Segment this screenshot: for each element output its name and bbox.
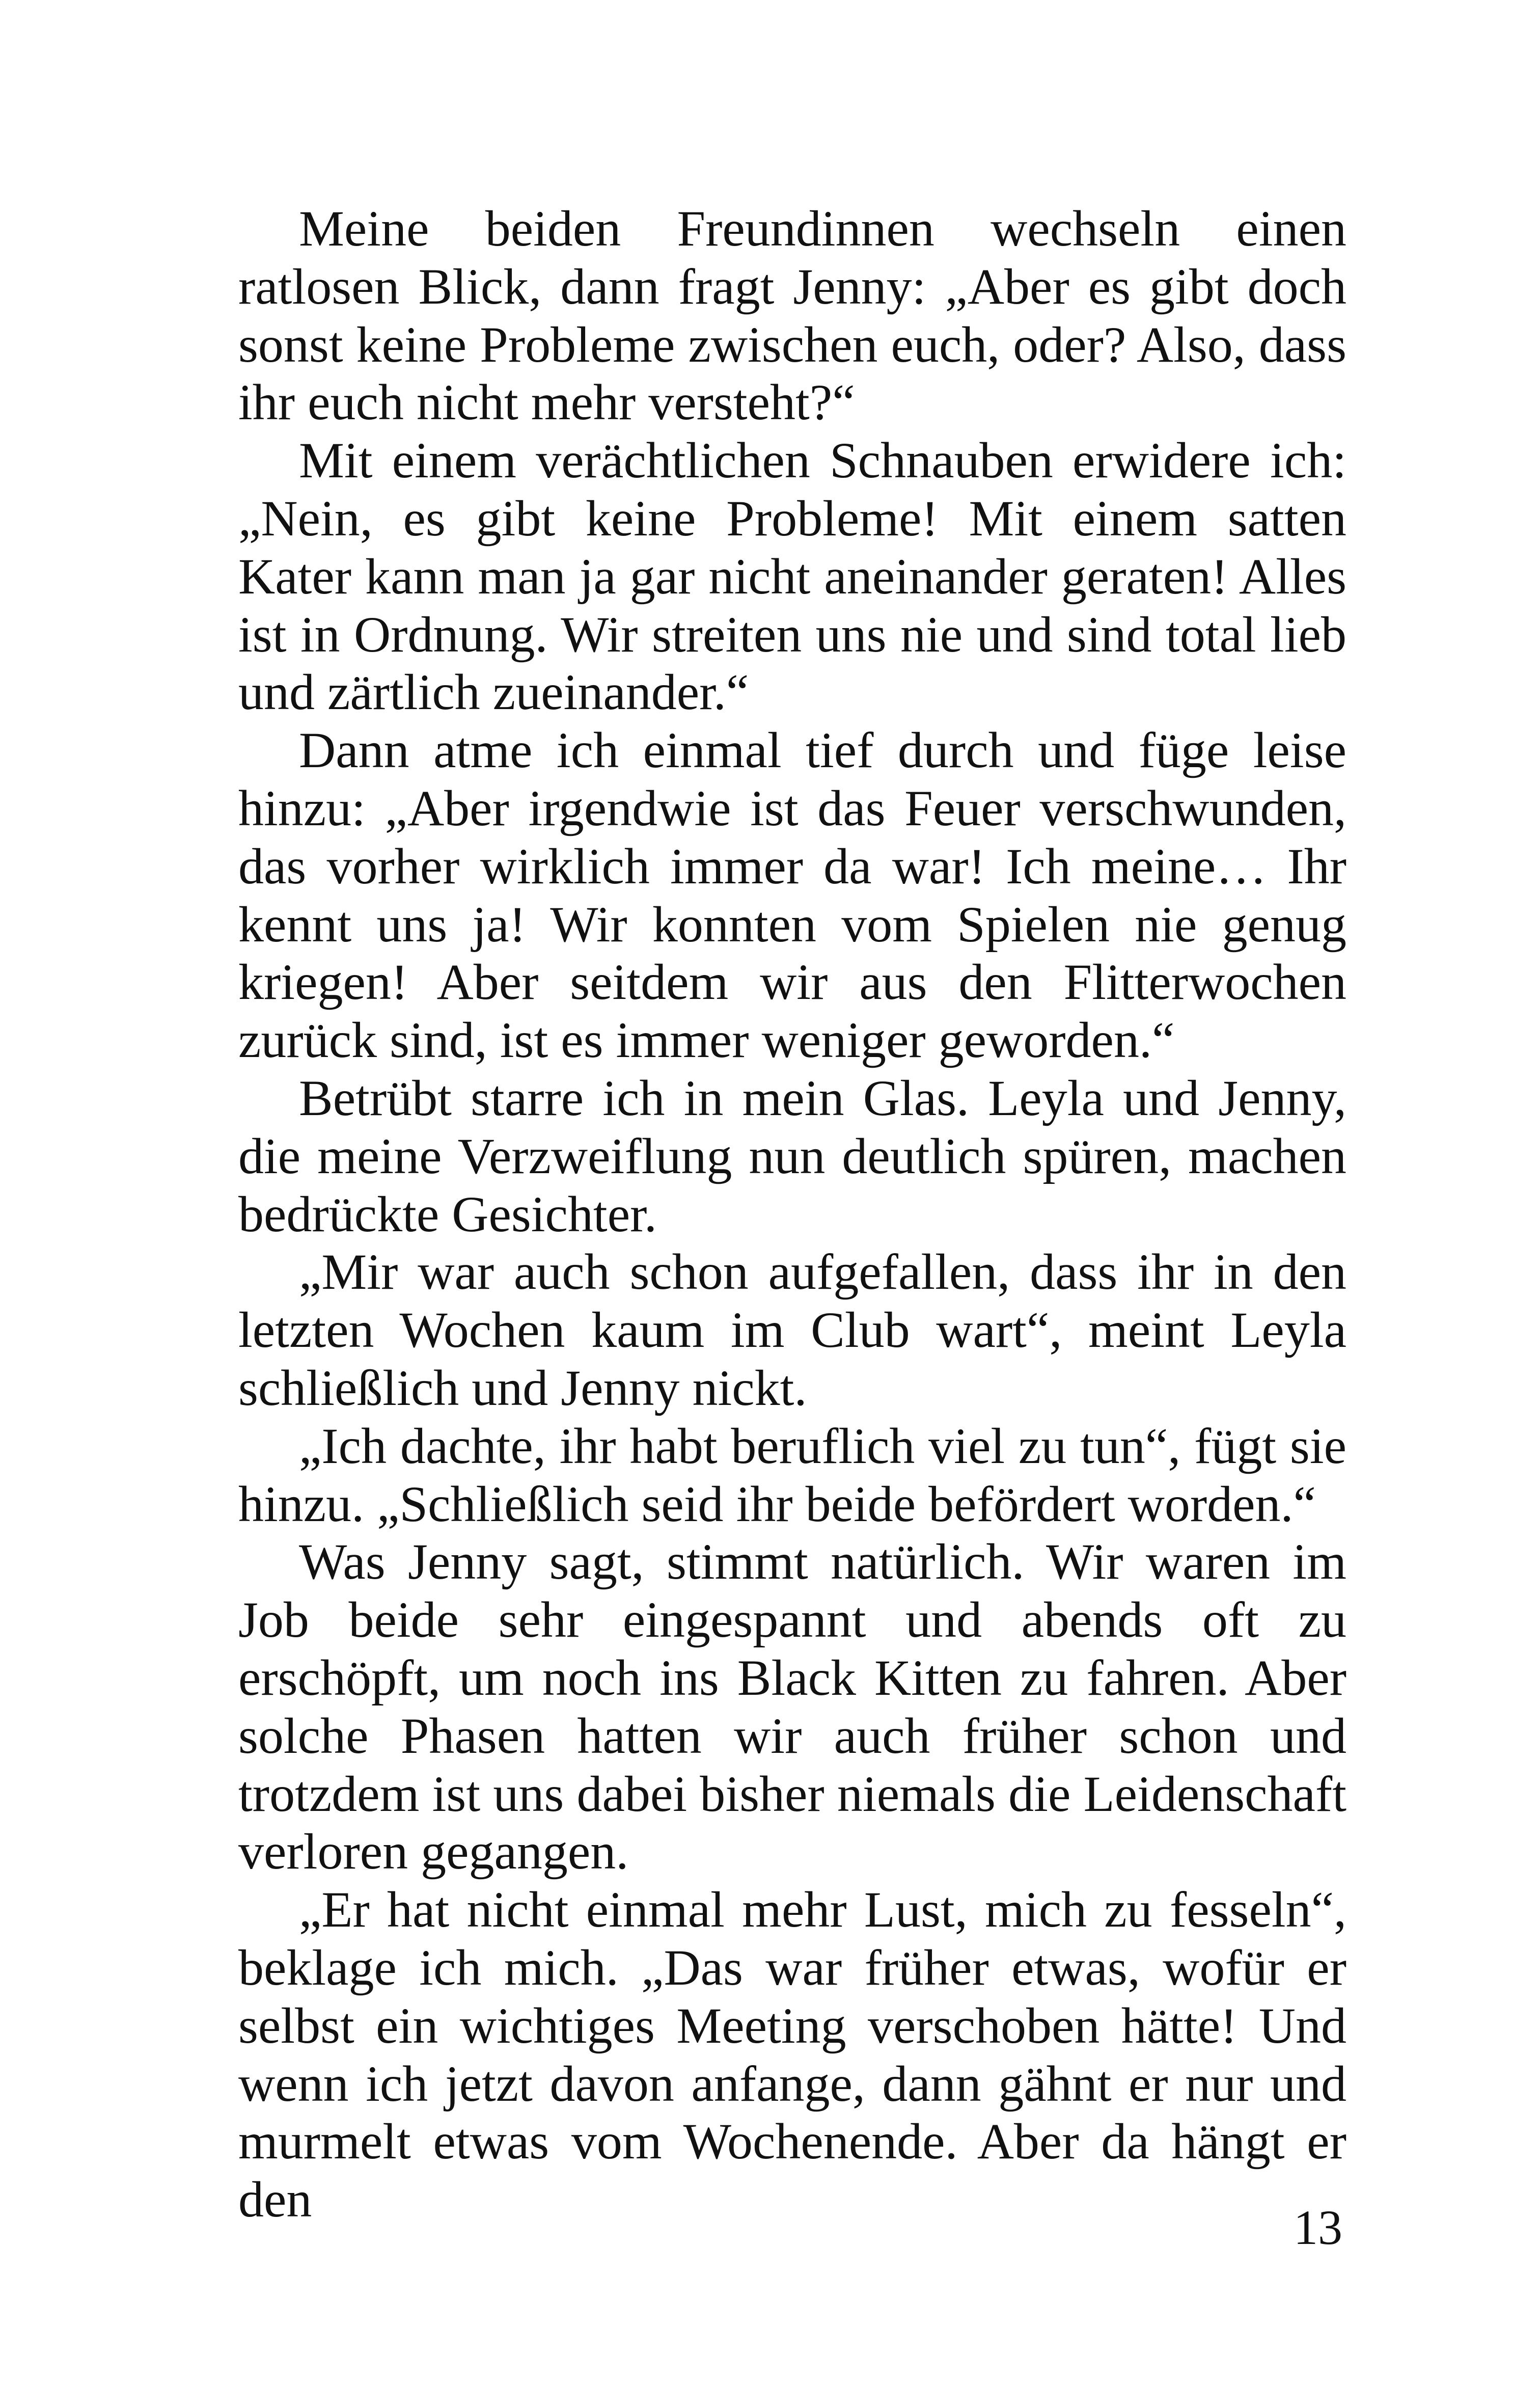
body-text <box>238 200 1346 2229</box>
paragraph-1: Meine beiden Freundinnen wechseln einen ratlosen Blick, dann fragt Jenny: „Aber es gibt doch sonst keine Probleme zwischen euch, oder? Also, dass ihr euch nicht mehr versteht?“ <box>238 200 1346 431</box>
paragraph-3: Dann atme ich einmal tief durch und füge leise hinzu: „Aber irgendwie ist das Feuer verschwunden, das vorher wirklich immer da war! Ich meine… Ihr kennt uns ja! Wir konnten vom Spielen nie genug kriegen! Aber seitdem wir aus den Flitterwochen zurück sind, ist es immer weniger geworden.“ <box>238 722 1346 1069</box>
paragraph-8: „Er hat nicht einmal mehr Lust, mich zu fesseln“, beklage ich mich. „Das war früher etwas, wofür er selbst ein wichtiges Meeting verschoben hätte! Und wenn ich jetzt davon anfange, dann gähnt er nur und murmelt etwas vom Wochenende. Aber da hängt er den <box>238 1881 1346 2228</box>
paragraph-2: Mit einem verächtlichen Schnauben erwidere ich: „Nein, es gibt keine Probleme! Mit einem satten Kater kann man ja gar nicht aneinander geraten! Alles ist in Ordnung. Wir streiten uns nie und sind total lieb und zärtlich zueinander.“ <box>238 432 1346 721</box>
paragraph-7: Was Jenny sagt, stimmt natürlich. Wir waren im Job beide sehr eingespannt und abends oft zu erschöpft, um noch ins Black Kitten zu fahren. Aber solche Phasen hatten wir auch früher schon und trotzdem ist uns dabei bisher niemals die Leidenschaft verloren gegangen. <box>238 1533 1346 1880</box>
paragraph-6: „Ich dachte, ihr habt beruflich viel zu tun“, fügt sie hinzu. „Schließlich seid ihr beide befördert worden.“ <box>238 1417 1346 1532</box>
paragraph-5: „Mir war auch schon aufgefallen, dass ihr in den letzten Wochen kaum im Club wart“, meint Leyla schließlich und Jenny nickt. <box>238 1243 1346 1416</box>
page-number: 13 <box>1294 2200 1342 2255</box>
paragraph-4: Betrübt starre ich in mein Glas. Leyla und Jenny, die meine Verzweiflung nun deutlich spüren, machen bedrückte Gesichter. <box>238 1069 1346 1242</box>
